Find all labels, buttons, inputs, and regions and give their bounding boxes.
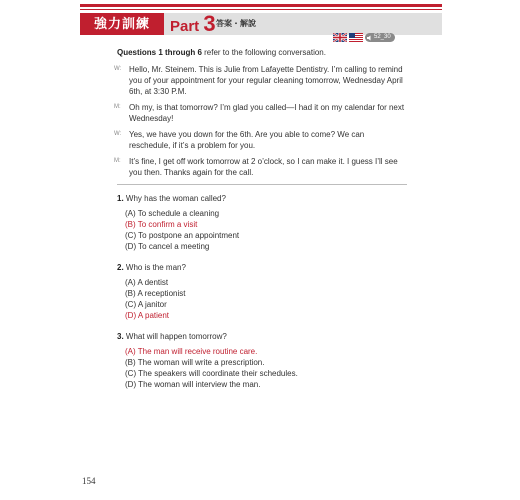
answer-option: (C) A janitor: [125, 300, 167, 309]
answer-option: (A) To schedule a cleaning: [125, 209, 220, 218]
question-stem: [117, 262, 407, 273]
turn-text: Hello, Mr. Steinem. This is Julie from Lafayette Dentistry. I’m calling to remind you of your appointment for your regular cleaning tomorrow, Wednesday April 6th, at 3:30 P.M.: [129, 65, 403, 96]
intro-rest: refer to the following conversation.: [201, 48, 326, 57]
answer-options: [117, 346, 407, 390]
answer-option: (C) To postpone an appointment: [125, 231, 240, 240]
conversation-turn: [114, 156, 407, 178]
answer-option: (A) A dentist: [125, 278, 169, 287]
uk-flag-icon: [333, 33, 347, 42]
intro-lead: Questions 1 through 6: [117, 48, 202, 57]
answer-option: (B) The woman will write a prescription.: [125, 358, 265, 367]
conversation: [114, 64, 407, 178]
question-text: Who is the man?: [125, 263, 186, 272]
question-1: [117, 193, 407, 252]
conversation-turn: [114, 64, 407, 97]
answer-option: (B) A receptionist: [125, 289, 186, 298]
audio-track-number: 52_30: [374, 34, 391, 40]
conversation-turn: [114, 102, 407, 124]
question-number: 2.: [117, 263, 124, 272]
part-word: Part: [170, 18, 200, 35]
question-stem: [117, 193, 407, 204]
conversation-turn: [114, 129, 407, 151]
speaker-label: W:: [114, 66, 122, 72]
turn-text: Yes, we have you down for the 6th. Are you able to come? We can reschedule, if it’s a problem for you.: [129, 130, 365, 150]
turn-text: It’s fine, I get off work tomorrow at 2 o’clock, so I can make it. I guess I’ll see you then. Thanks again for the call.: [129, 157, 398, 177]
header-rule-top: [80, 4, 442, 7]
accent-indicators: [333, 33, 395, 42]
section-label: 強力訓練: [80, 13, 164, 35]
answer-option: (C) The speakers will coordinate their schedules.: [125, 369, 298, 378]
answer-options: [117, 208, 407, 252]
part-title: [170, 12, 216, 39]
turn-text: Oh my, is that tomorrow? I’m glad you called—I had it on my calendar for next Wednesday!: [129, 103, 405, 123]
header-subtitle: 答案・解說: [216, 19, 256, 28]
page-number: 154: [82, 476, 96, 486]
answer-option: (D) The woman will interview the man.: [125, 380, 261, 389]
us-flag-icon: [349, 33, 363, 42]
header-rule-thin: [80, 9, 442, 10]
audio-track-badge[interactable]: [365, 33, 395, 42]
question-stem: [117, 331, 407, 342]
question-text: What will happen tomorrow?: [125, 332, 227, 341]
section-divider: [117, 184, 407, 185]
question-2: [117, 262, 407, 321]
answer-option-correct: (D) A patient: [125, 311, 170, 320]
answer-option-correct: (B) To confirm a visit: [125, 220, 198, 229]
question-intro: [117, 47, 407, 58]
answer-option-correct: (A) The man will receive routine care.: [125, 347, 258, 356]
part-number: 3: [203, 11, 216, 36]
speaker-label: M:: [114, 104, 121, 110]
answer-options: [117, 277, 407, 321]
speaker-label: M:: [114, 158, 121, 164]
speaker-label: W:: [114, 131, 122, 137]
question-3: [117, 331, 407, 390]
speaker-icon: [367, 35, 373, 41]
question-text: Why has the woman called?: [125, 194, 226, 203]
main-content: [114, 47, 407, 400]
question-number: 1.: [117, 194, 124, 203]
answer-option: (D) To cancel a meeting: [125, 242, 210, 251]
question-number: 3.: [117, 332, 124, 341]
